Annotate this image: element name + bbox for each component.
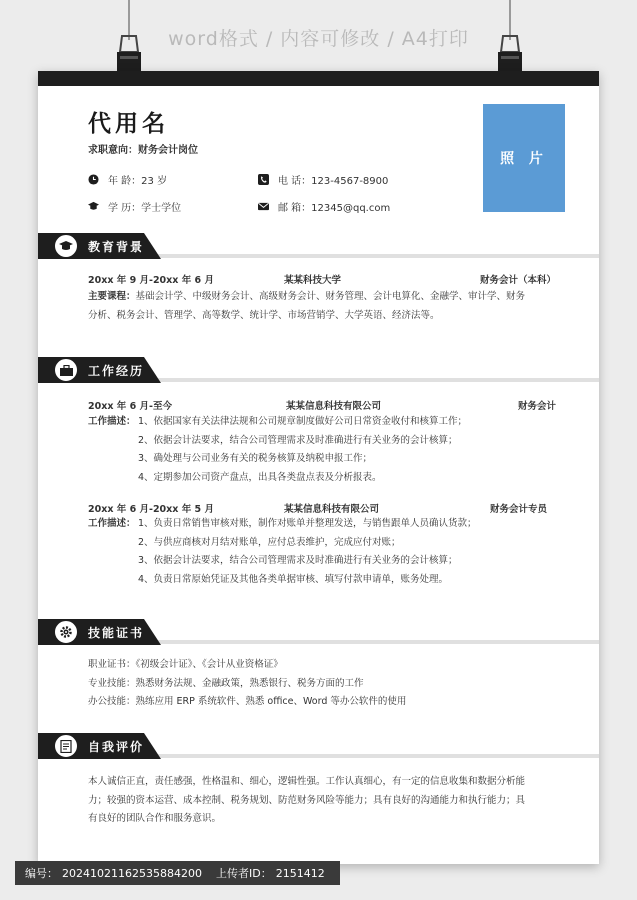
job2-company: 某某信息科技有限公司 bbox=[284, 504, 380, 515]
job2-desc bbox=[138, 515, 558, 589]
section-education-header bbox=[38, 233, 599, 263]
section-divider bbox=[158, 754, 599, 758]
job2-role: 财务会计专员 bbox=[490, 504, 548, 515]
job1-company: 某某信息科技有限公司 bbox=[286, 401, 382, 412]
info-education bbox=[88, 199, 181, 214]
job1-line: 3、确处理与公司业务有关的税务核算及纳税申报工作； bbox=[138, 453, 373, 464]
phone-text: 电 话：123-4567-8900 bbox=[278, 176, 389, 187]
photo-placeholder: 照 片 bbox=[483, 104, 565, 212]
info-age bbox=[88, 172, 167, 187]
footer-id-label: 编号： bbox=[25, 867, 58, 880]
footer-uploader: 2151412 bbox=[275, 866, 325, 880]
job2-period: 20xx 年 6 月-20xx 年 5 月 bbox=[88, 504, 214, 515]
top-banner: word格式 / 内容可修改 / A4打印 bbox=[168, 28, 469, 50]
self-eval bbox=[88, 773, 573, 829]
gear-icon bbox=[54, 620, 78, 644]
notebook-icon bbox=[54, 734, 78, 758]
section-skills-header bbox=[38, 619, 599, 649]
section-title: 工作经历 bbox=[88, 364, 145, 378]
phone-icon bbox=[258, 174, 269, 185]
courses-line2: 分析、税务会计、管理学、高等数学、统计学、市场营销学、大学英语、经济法等。 bbox=[88, 309, 440, 321]
section-title: 自我评价 bbox=[88, 740, 145, 754]
resume-page bbox=[38, 71, 599, 864]
section-self-header bbox=[38, 733, 599, 763]
job1-desc bbox=[138, 413, 558, 487]
footer-bar bbox=[15, 861, 340, 885]
job1-line: 1、依据国家有关法律法规和公司规章制度做好公司日常资金收付和核算工作； bbox=[138, 416, 468, 427]
job2-line: 2、与供应商核对月结对账单，应付总表维护，完成应付对账； bbox=[138, 536, 401, 548]
job-intent: 求职意向：财务会计岗位 bbox=[88, 145, 198, 156]
section-divider bbox=[158, 254, 599, 258]
courses-line1: 基础会计学、中级财务会计、高级财务会计、财务管理、会计电算化、金融学、审计学、财务 bbox=[135, 291, 526, 302]
edu-major: 财务会计（本科） bbox=[480, 275, 557, 286]
mail-icon bbox=[258, 201, 269, 212]
section-work-header bbox=[38, 357, 599, 387]
edu-courses bbox=[88, 288, 568, 325]
briefcase-icon bbox=[54, 358, 78, 382]
email-text: 邮 箱：12345@qq.com bbox=[278, 203, 391, 214]
education-text: 学 历：学士学位 bbox=[108, 203, 182, 214]
skill-item: 专业技能：熟悉财务法规、金融政策，熟悉银行、税务方面的工作 bbox=[88, 677, 364, 689]
job2-desc-label: 工作描述： bbox=[88, 518, 136, 529]
job1-desc-label: 工作描述： bbox=[88, 416, 136, 427]
courses-label: 主要课程： bbox=[88, 291, 136, 302]
job1-period: 20xx 年 6 月-至今 bbox=[88, 401, 172, 412]
section-divider bbox=[158, 378, 599, 382]
graduation-cap-icon bbox=[88, 201, 99, 212]
footer-id: 20241021162535884200 bbox=[62, 866, 202, 880]
job2-line: 4、负责日常原始凭证及其他各类单据审核、填写付款申请单，账务处理。 bbox=[138, 573, 449, 585]
self-eval-line: 力；较强的资本运营、成本控制、税务规划、防范财务风险等能力；具有良好的沟通能力和执行能力；具 bbox=[88, 794, 526, 806]
graduation-cap-icon bbox=[54, 234, 78, 258]
page-top-bar bbox=[38, 71, 599, 86]
section-divider bbox=[158, 640, 599, 644]
job2-line: 1、负责日常销售审核对账，制作对账单并整理发送，与销售跟单人员确认货款； bbox=[138, 518, 477, 529]
section-title: 技能证书 bbox=[88, 626, 145, 640]
footer-uploader-label: 上传者ID： bbox=[215, 867, 272, 880]
skill-item: 办公技能：熟练应用 ERP 系统软件、熟悉 office、Word 等办公软件的使用 bbox=[88, 696, 407, 707]
info-phone bbox=[258, 172, 388, 187]
clock-icon bbox=[88, 174, 99, 185]
skills-list bbox=[88, 656, 568, 712]
section-title: 教育背景 bbox=[88, 240, 145, 254]
job1-role: 财务会计 bbox=[518, 401, 557, 412]
self-eval-line: 本人诚信正直，责任感强，性格温和、细心，逻辑性强。工作认真细心，有一定的信息收集和数据分析能 bbox=[88, 776, 526, 787]
self-eval-line: 有良好的团队合作和服务意识。 bbox=[88, 813, 222, 824]
job1-line: 4、定期参加公司资产盘点，出具各类盘点表及分析报表。 bbox=[138, 471, 382, 483]
edu-period: 20xx 年 9 月-20xx 年 6 月 bbox=[88, 275, 214, 286]
candidate-name: 代用名 bbox=[88, 111, 169, 137]
age-text: 年 龄：23 岁 bbox=[108, 176, 168, 187]
edu-school: 某某科技大学 bbox=[284, 275, 342, 286]
skill-item: 职业证书：《初级会计证》、《会计从业资格证》 bbox=[88, 659, 283, 670]
job2-line: 3、依据会计法要求，结合公司管理需求及时准确进行有关业务的会计核算； bbox=[138, 555, 458, 566]
info-email bbox=[258, 199, 390, 214]
job1-line: 2、依据会计法要求，结合公司管理需求及时准确进行有关业务的会计核算； bbox=[138, 434, 458, 446]
